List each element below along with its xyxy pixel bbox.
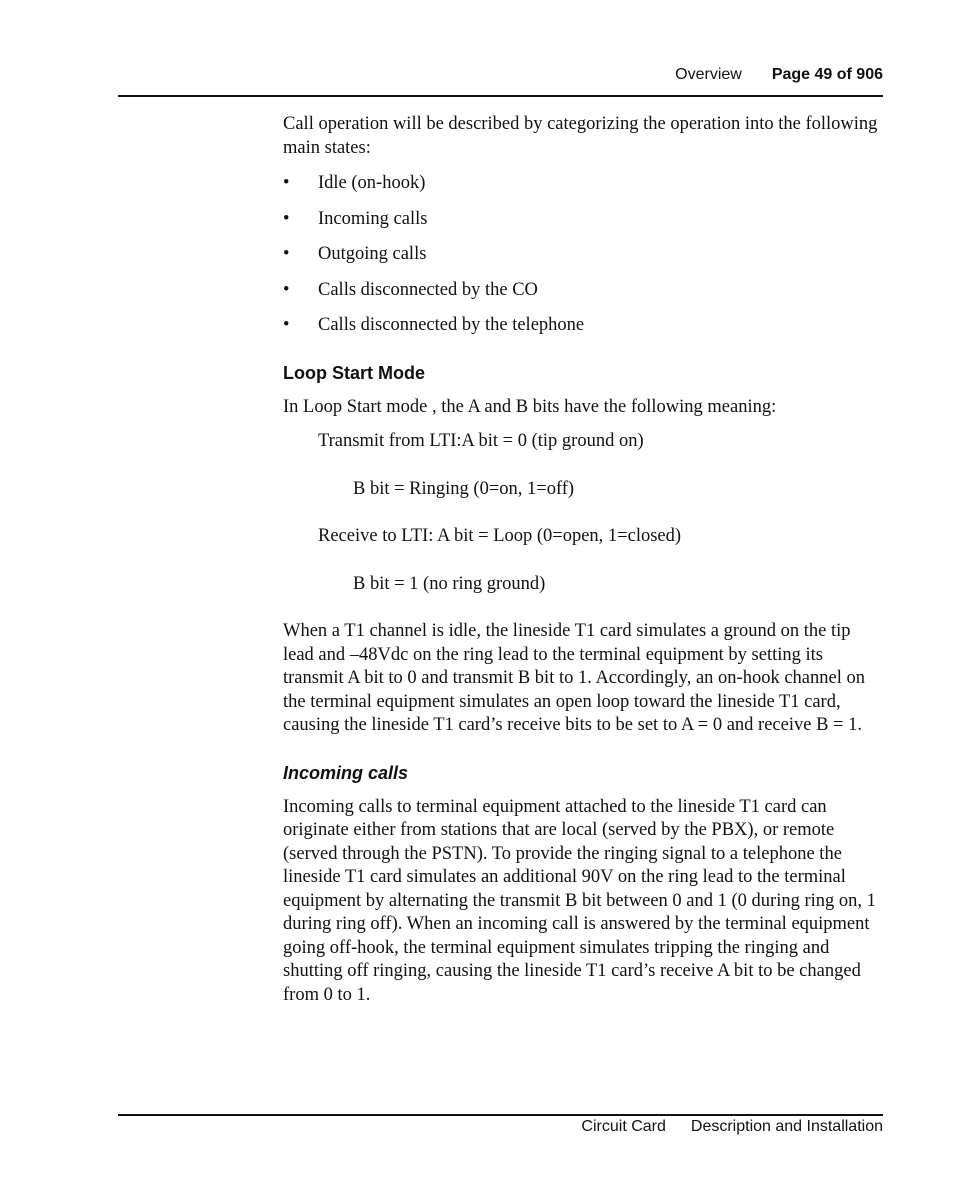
bullet: • [283, 315, 290, 335]
incoming-calls-paragraph: Incoming calls to terminal equipment attached to the lineside T1 card can originate either from stations that are local (served by the PBX), or remote (served through the PSTN). To provide the ringing signal to a telephone the lineside T1 card simulates an additional 90V on the ring lead to the terminal equipment by alternating the transmit B bit between 0 and 1 (0 during ring on, 1 during ring off). When an incoming call is answered by the terminal equipment going off-hook, the terminal equipment simulates tripping the ringing and shutting off ringing, causing the lineside T1 card’s receive A bit to be changed from 0 to 1. [283, 796, 876, 1005]
page-header [675, 66, 883, 84]
list-item [283, 208, 883, 244]
receive-line: Receive to LTI: A bit = Loop (0=open, 1=closed) [318, 526, 682, 546]
call-states-list [283, 172, 883, 350]
header-rule [118, 95, 883, 97]
list-item [283, 172, 883, 208]
bullet: • [283, 208, 290, 229]
list-item-text: Outgoing calls [318, 244, 427, 264]
footer-rule [118, 1114, 883, 1116]
bullet: • [283, 279, 290, 300]
list-item [283, 279, 883, 315]
footer-left: Circuit Card [581, 1118, 666, 1135]
incoming-calls-heading: Incoming calls [283, 762, 409, 783]
bullet: • [283, 244, 290, 264]
page-footer [581, 1118, 883, 1136]
list-item-text: Incoming calls [318, 208, 428, 229]
idle-paragraph: When a T1 channel is idle, the lineside T1 card simulates a ground on the tip lead and –48Vdc on the ring lead to the terminal equipment by setting its transmit A bit to 0 and transmit B bit to 1. Accordingly, an on-hook channel on the terminal equipment simulates an open loop toward the lineside T1 card, causing the lineside T1 card’s receive bits to be set to A = 0 and receive B = 1. [283, 621, 865, 735]
header-section-title: Overview [675, 66, 742, 83]
transmit-line: Transmit from LTI:A bit = 0 (tip ground on) [318, 431, 644, 451]
footer-right: Description and Installation [690, 1118, 883, 1135]
bullet: • [283, 173, 290, 193]
receive-b-line: B bit = 1 (no ring ground) [353, 573, 546, 594]
loop-start-intro: In Loop Start mode , the A and B bits have the following meaning: [283, 396, 777, 417]
page-number: Page 49 of 906 [771, 66, 883, 83]
loop-start-heading: Loop Start Mode [283, 362, 425, 383]
list-item-text: Calls disconnected by the CO [318, 279, 538, 300]
list-item-text: Calls disconnected by the telephone [318, 315, 585, 335]
list-item [283, 314, 883, 350]
transmit-b-line: B bit = Ringing (0=on, 1=off) [353, 478, 575, 499]
page-content [283, 113, 883, 1007]
list-item-text: Idle (on-hook) [318, 173, 426, 193]
intro-paragraph: Call operation will be described by categorizing the operation into the following main states: [283, 114, 878, 158]
list-item [283, 243, 883, 279]
